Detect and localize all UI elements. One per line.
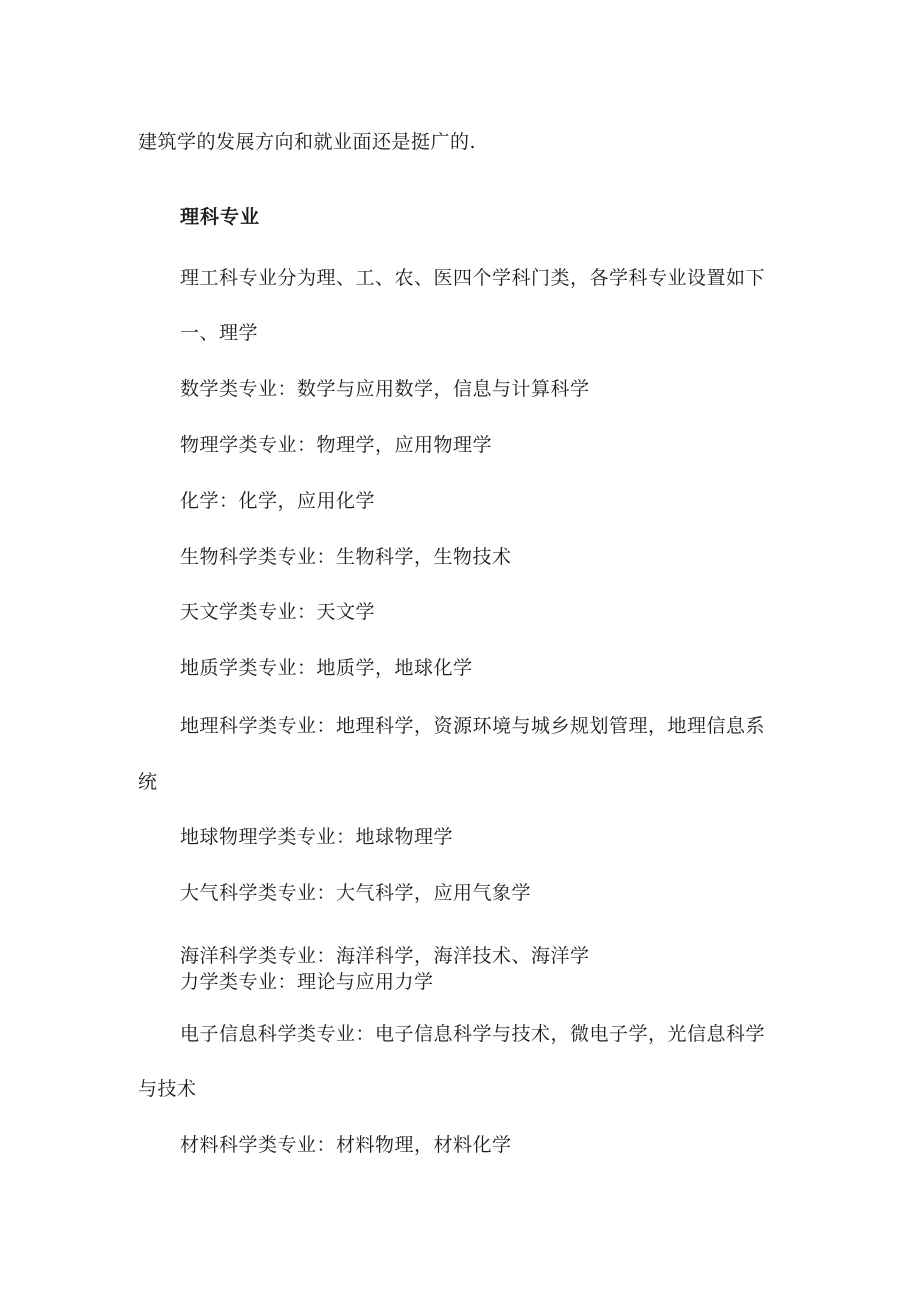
list-item: 物理学类专业：物理学，应用物理学: [180, 434, 493, 456]
list-item: 地质学类专业：地质学，地球化学: [180, 657, 473, 679]
category-title: 一、理学: [180, 322, 259, 344]
list-item: 天文学类专业：天文学: [180, 601, 376, 623]
list-item-electronics-line-2: 与技术: [138, 1078, 197, 1100]
list-item: 数学类专业：数学与应用数学，信息与计算科学: [180, 378, 590, 400]
list-item: 生物科学类专业：生物科学，生物技术: [180, 546, 512, 568]
list-item: 地球物理学类专业：地球物理学: [180, 826, 454, 848]
list-item: 力学类专业：理论与应用力学: [180, 971, 434, 993]
list-item: 大气科学类专业：大气科学，应用气象学: [180, 882, 532, 904]
list-item: 化学：化学，应用化学: [180, 490, 376, 512]
list-item-geo-line-1: 地理科学类专业：地理科学，资源环境与城乡规划管理，地理信息系: [180, 715, 766, 737]
list-item: 海洋科学类专业：海洋科学，海洋技术、海洋学: [180, 945, 590, 967]
overview-paragraph: 理工科专业分为理、工、农、医四个学科门类，各学科专业设置如下: [180, 267, 766, 289]
list-item-geo-line-2: 统: [138, 771, 158, 793]
list-item-electronics-line-1: 电子信息科学类专业：电子信息科学与技术，微电子学，光信息科学: [180, 1023, 766, 1045]
intro-paragraph: 建筑学的发展方向和就业面还是挺广的.: [138, 131, 477, 153]
list-item: 材料科学类专业：材料物理，材料化学: [180, 1134, 512, 1156]
section-title: 理科专业: [180, 206, 261, 228]
